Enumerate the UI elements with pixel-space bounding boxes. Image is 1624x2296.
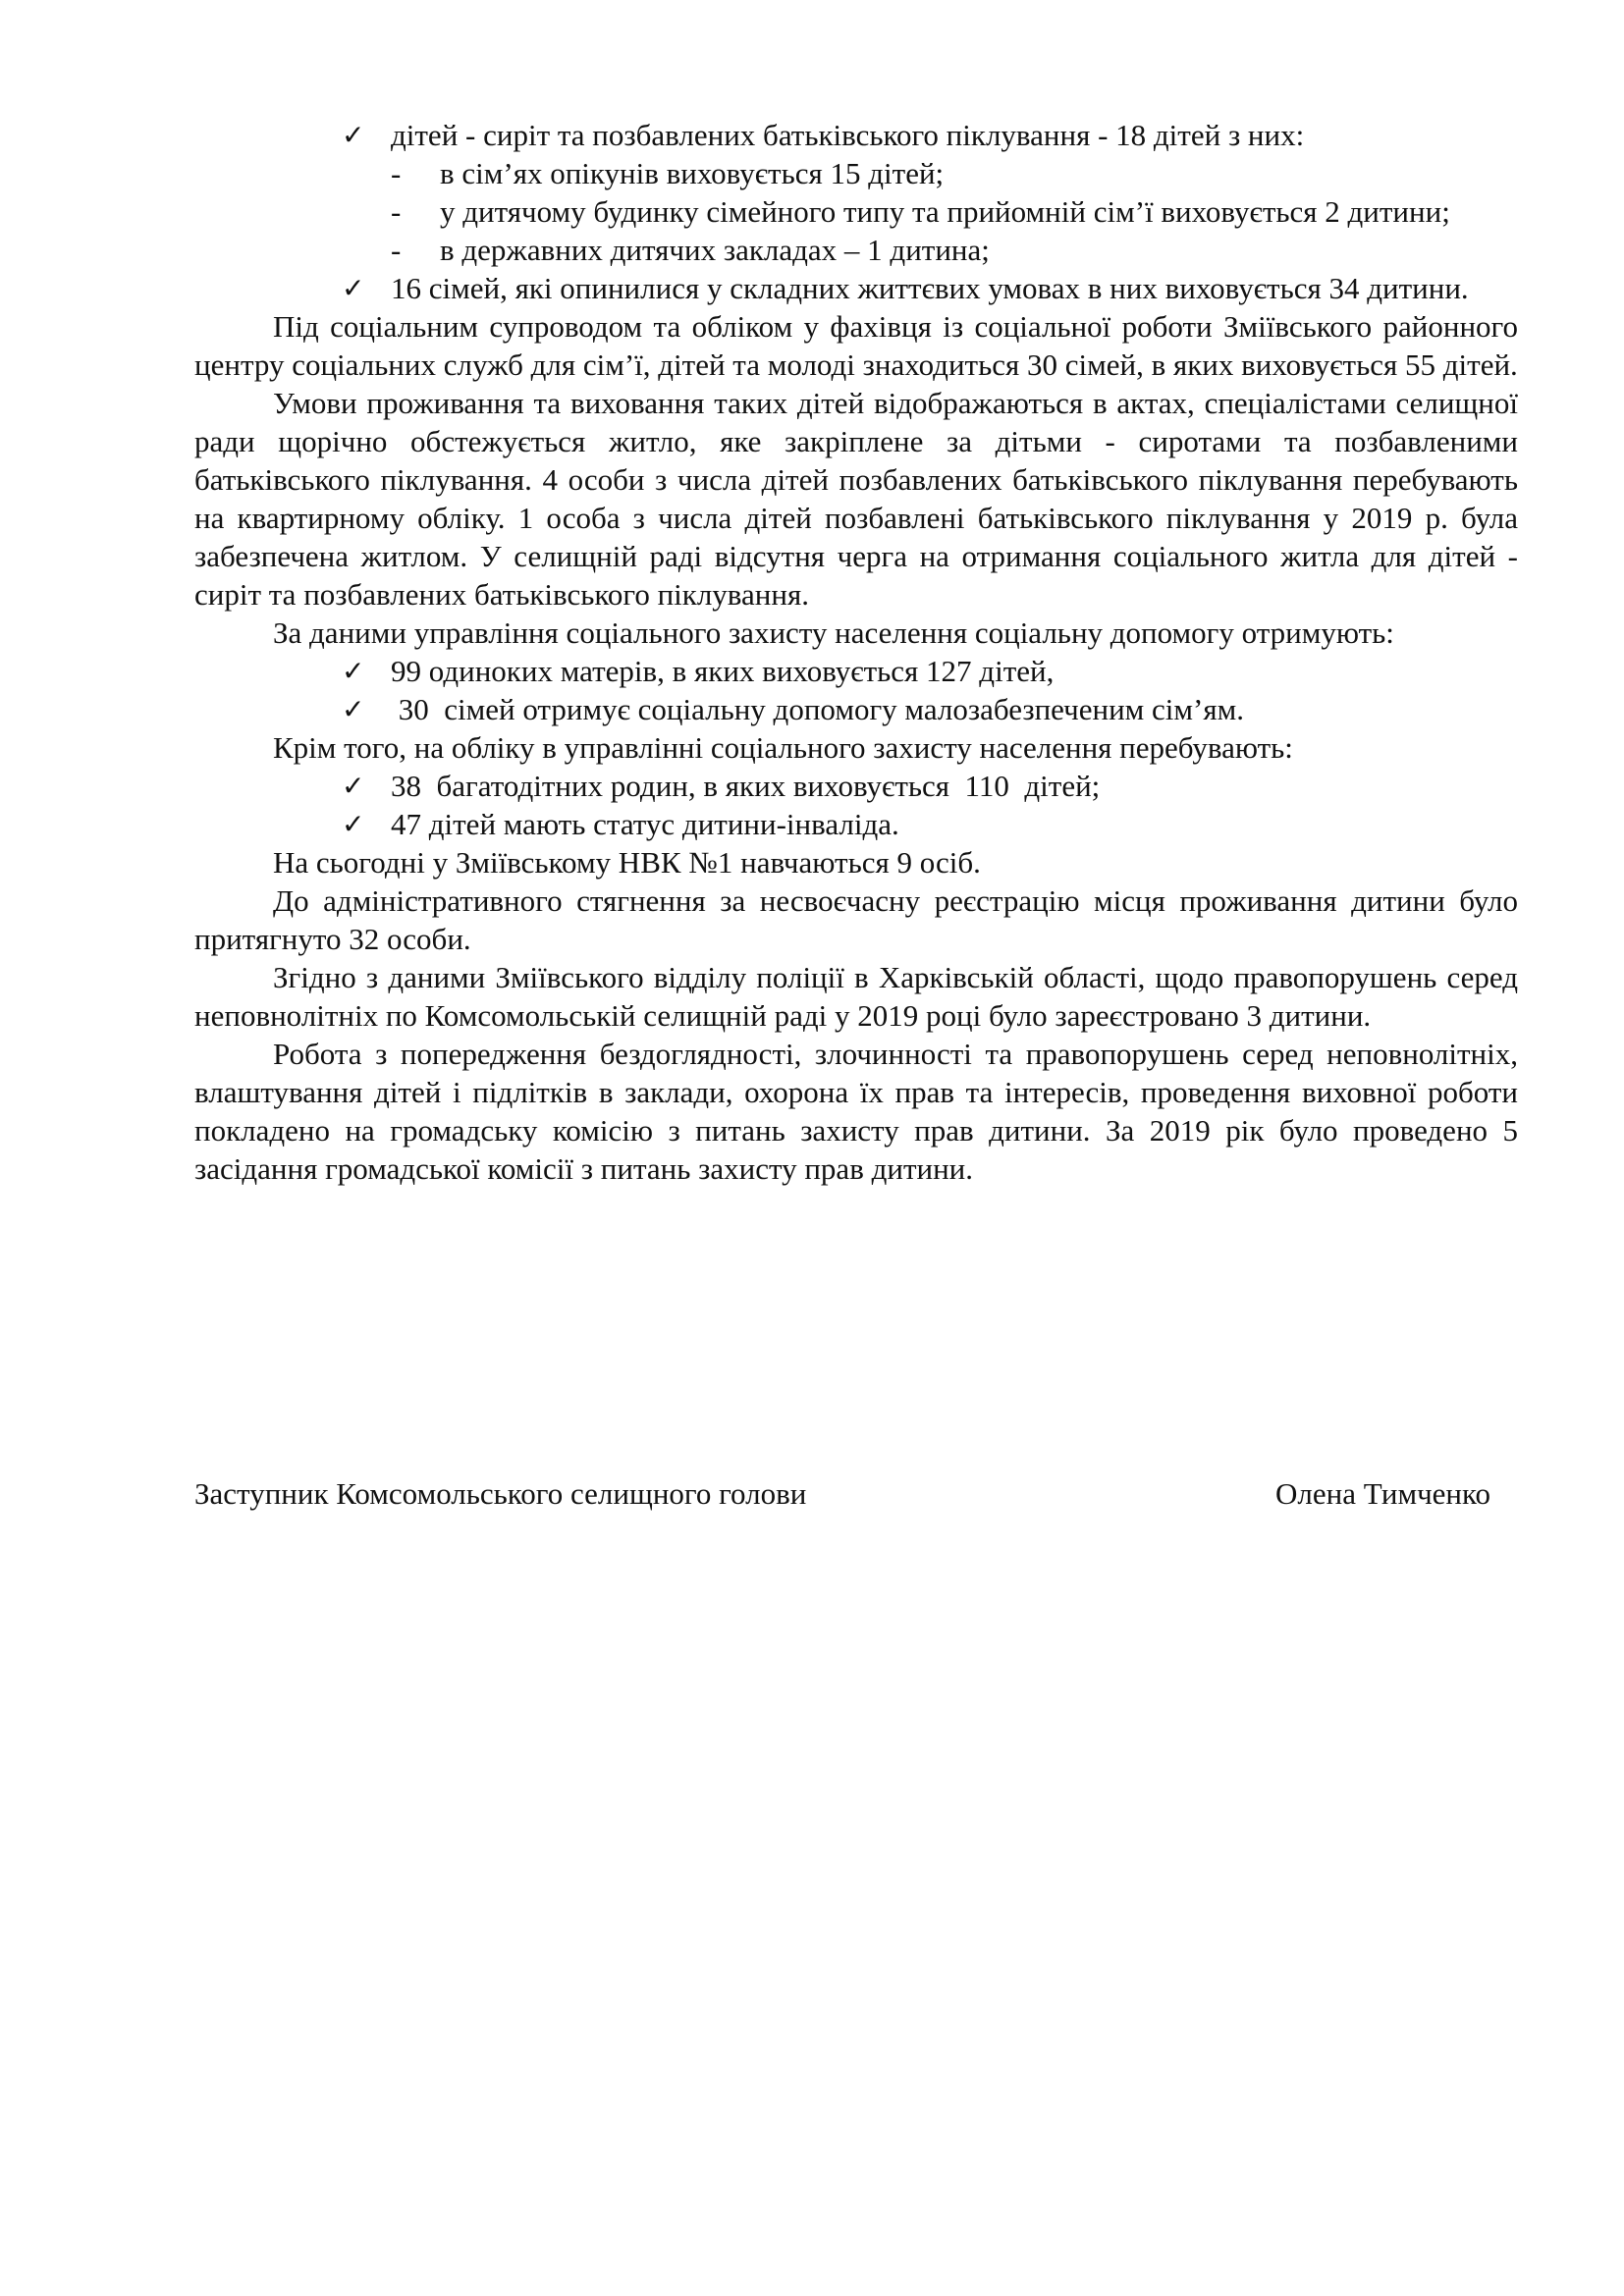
checkmark-icon: ✓ [342, 770, 365, 802]
checkmark-icon: ✓ [342, 808, 365, 840]
sub-list-item [391, 192, 1518, 231]
paragraph: Умови проживання та виховання таких дітей відображаються в актах, спеціалістами селищної ради щорічно обстежується житло, яке закріплене за дітьми - сиротами та позбавленими батьківського піклування. 4 особи з числа дітей позбавлених батьківського піклування перебувають на квартирному обліку. 1 особа з числа дітей позбавлені батьківського піклування у 2019 р. була забезпечена житлом. У селищній раді відсутня черга на отримання соціального житла для дітей - сиріт та позбавлених батьківського піклування. [194, 386, 1518, 612]
dash-bullet: - [391, 194, 402, 229]
list-item [342, 116, 1518, 154]
paragraph: Крім того, на обліку в управлінні соціального захисту населення перебувають: [273, 730, 1293, 765]
list-item [342, 652, 1518, 690]
sub-list-item [391, 231, 1518, 269]
list-item-text: 47 дітей мають статус дитини-інваліда. [391, 807, 899, 841]
list-item [342, 690, 1518, 728]
list-item [342, 805, 1518, 843]
list-item-text: 99 одиноких матерів, в яких виховується 127 дітей, [391, 654, 1055, 688]
signatory-name: Олена Тимченко [1274, 1476, 1490, 1511]
sub-list-item-text: у дитячому будинку сімейного типу та прийомній сім’ї виховується 2 дитини; [440, 194, 1450, 229]
paragraph: На сьогодні у Зміївському НВК №1 навчаються 9 осіб. [273, 845, 981, 880]
paragraph: До адміністративного стягнення за несвоєчасну реєстрацію місця проживання дитини було притягнуто 32 особи. [194, 883, 1518, 956]
sub-list-item [391, 154, 1518, 192]
list-item [342, 269, 1518, 307]
checkmark-icon: ✓ [342, 272, 365, 304]
sub-list-item-text: в сім’ях опікунів виховується 15 дітей; [440, 156, 945, 190]
list-item-text: 38 багатодітних родин, в яких виховується 110 дітей; [391, 769, 1101, 803]
dash-bullet: - [391, 156, 402, 190]
list-item-text: 30 сімей отримує соціальну допомогу малозабезпеченим сім’ям. [391, 692, 1244, 726]
list-item-text: 16 сімей, які опинилися у складних життєвих умовах в них виховується 34 дитини. [391, 271, 1469, 305]
checkmark-icon: ✓ [342, 693, 365, 725]
paragraph: Під соціальним супроводом та обліком у фахівця із соціальної роботи Зміївського районного центру соціальних служб для сім’ї, дітей та молоді знаходиться 30 сімей, в яких виховується 55 дітей. [194, 309, 1518, 382]
list-item [342, 767, 1518, 805]
checkmark-icon: ✓ [342, 655, 365, 687]
dash-bullet: - [391, 233, 402, 267]
document-body [194, 116, 1518, 1188]
signatory-role: Заступник Комсомольського селищного голови [194, 1476, 807, 1511]
checkmark-icon: ✓ [342, 119, 365, 151]
sub-list-item-text: в державних дитячих закладах – 1 дитина; [440, 233, 990, 267]
list-item-text: дітей - сиріт та позбавлених батьківського піклування - 18 дітей з них: [391, 118, 1305, 152]
paragraph: За даними управління соціального захисту населення соціальну допомогу отримують: [273, 615, 1394, 650]
paragraph: Згідно з даними Зміївського відділу поліції в Харківській області, щодо правопорушень серед неповнолітніх по Комсомольській селищній раді у 2019 році було зареєстровано 3 дитини. [194, 960, 1518, 1033]
paragraph: Робота з попередження бездоглядності, злочинності та правопорушень серед неповнолітніх, влаштування дітей і підлітків в заклади, охорона їх прав та інтересів, проведення виховної роботи покладено на громадську комісію з питань захисту прав дитини. За 2019 рік було проведено 5 засідання громадської комісії з питань захисту прав дитини. [194, 1037, 1518, 1186]
